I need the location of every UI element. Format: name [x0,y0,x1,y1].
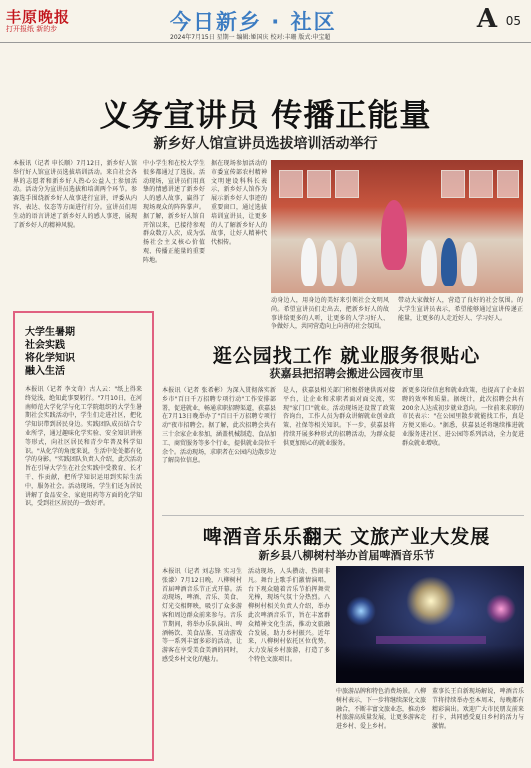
masthead [0,0,531,42]
article1-subhead: 新乡好人馆宣讲员选拔培训活动举行 [153,136,378,152]
article3-headline: 啤酒音乐乐翻天 文旅产业大发展 [202,526,491,548]
sidebar-title-line-3: 将化学知识 [25,353,75,364]
article2-subhead: 获嘉县把招聘会搬进公园夜市里 [269,367,424,380]
article1-column-2: 中小学生和在校大学生很多都通过了选拔。活动现场，宣讲员们用真挚的情感讲述了新乡好人的感人故事，赢得了现场观众的阵阵掌声。据了解，新乡好人馆自开馆以来，已接待参观群众数万人次，成为弘扬社会主义核心价值观、传播正能量的重要阵地。 [143,160,205,264]
article1-photo [271,160,523,293]
article3-column-1: 本报讯（记者 刘志锋 实习生 张濛）7月12日晚，八柳树村首届啤酒音乐节正式开幕。活动现场，啤酒、音乐、美食、灯光交相辉映，吸引了众多游客和周边群众前来参与。音乐节期间，将举办乐队演出、啤酒畅饮、美食品鉴、互动游戏等一系列丰富多彩的活动，让游客在享受美食美酒的同时，感受乡村文化的魅力。 [162,568,242,663]
sidebar-article [13,311,154,761]
newspaper-logo: 丰原晚报 [6,8,71,26]
sidebar-body: 本报讯（记者 李文奇）古人云："纸上得来终觉浅，绝知此事要躬行。"7月10日，在河南师范大学化学与化工学院组织的大学生暑期社会实践活动中，学生们走进社区，把化学知识带到居民身边。实践团队成员结合专业所学，通过趣味化学实验、安全知识讲座等形式，向社区居民和青少年普及科学知识。"从化学的角度来说，生活中处处都有化学的身影。"实践团队负责人介绍，此次活动旨在引导大学生在社会实践中受教育、长才干、作贡献，把所学知识运用到实际生活中，服务社会。活动现场，学生们还为居民讲解了食品安全、家庭用药等方面的化学知识，受到社区居民的一致好评。 [25,386,142,508]
issue-line: 2024年7月15日 星期一 编辑:姬国庆 校对:丰珊 版式:申宝超 [170,34,331,41]
article1-headline: 义务宣讲员 传播正能量 [99,98,432,134]
article1-column-4: 动身边人，用身边的美好来引领社会文明风尚。希望宣讲员们走出去，把新乡好人的故事讲给更多的人听，让更多的人学习好人、争做好人，共同营造向上向善的社会氛围。 [271,297,389,331]
article3-subhead: 新乡县八柳树村举办首届啤酒音乐节 [258,549,435,562]
article3-photo [336,566,524,683]
article1-column-3: 据在现场参加活动的市委宣传部农村精神文明建设科科长表示，新乡好人馆作为展示新乡好人事迹的重要窗口，通过选拔培训宣讲员，让更多的人了解新乡好人的故事，让好人精神代代相传。 [211,160,267,247]
sidebar-title [25,326,75,378]
section-title: 今日新乡 · 社区 [170,10,337,34]
article3-column-3: 中旅游品牌和特色消费场景。八柳树村表示，下一步将继续深化文旅融合，不断丰富文旅业态，推动乡村旅游高质量发展，让更多游客走进乡村、爱上乡村。 [336,688,427,731]
article3-column-2: 活动现场，人头攒动、热闹非凡。舞台上歌手们激情演唱，台下观众随着音乐节拍挥舞荧光棒，现场气氛十分热烈。八柳树村相关负责人介绍，举办此次啤酒音乐节，旨在丰富群众精神文化生活，推动文旅融合发展，助力乡村振兴。近年来，八柳树村依托区位优势，大力发展乡村旅游，打造了多个特色文旅项目。 [248,568,330,663]
logo-tagline: 打开报纸 新的步 [6,25,58,33]
article1-column-1: 本报讯（记者 申长顺）7月12日，新乡好人馆举行好人馆宣讲员选拔培训活动。来自社会各界的志愿者和新乡好人热心公益人士参加活动。活动分为宣讲员选拔和培训两个环节。参赛选手围绕新乡好人故事进行宣讲，评委从内容、表达、仪态等方面进行打分。宣讲员们用生动的语言讲述了新乡好人的感人事迹，展现了新乡好人的精神风貌。 [13,160,137,229]
sidebar-title-line-4: 融入生活 [25,366,65,377]
article2-column-3: 新更多岗位信息和就业政策，也提高了企业招聘的效率和质量。据统计，此次招聘会共有200余人达成初步就业意向。一位前来求职的市民表示："在公园里散步就能找工作，真是方便又贴心。"据悉，获嘉县还将继续推进就业服务进社区、进公园等系列活动，全力促进群众就业增收。 [402,387,524,447]
article2-column-2: 是人，获嘉县相关部门积极搭建供需对接平台，让企业和求职者面对面交流，实现"家门口"就业。活动现场还设置了政策咨询台，工作人员为群众讲解就业创业政策、社保等相关知识。下一步，获嘉县将持续开展多种形式的招聘活动，为群众提供更加贴心的就业服务。 [283,387,395,447]
page-number: 05 [505,14,521,28]
article3-column-4: 董事长王自新现场解说，啤酒音乐节将持续举办至本周末，每晚都有精彩演出。欢迎广大市民朋友前来打卡，共同感受夏日乡村的活力与激情。 [432,688,524,731]
sidebar-title-line-2: 社会实践 [25,340,65,351]
article1-column-5: 带动大家做好人，营造了良好的社会氛围。的大学生宣讲员表示，希望能够通过宣讲传递正能量，让更多的人走近好人、学习好人。 [398,297,523,322]
section-divider [162,515,524,516]
header-divider [0,42,531,43]
article2-column-1: 本报讯（记者 张希彬）为深入贯彻落实新乡市"百日千万招聘专项行动"工作安排部署，促进就业，畅通求职招聘渠道，获嘉县在7月13日晚举办了"百日千万招聘专项行动"夜市招聘会。据了解，此次招聘会共有三十余家企业参加，涵盖机械制造、食品加工、商贸服务等多个行业，提供就业岗位千余个。活动现场，求职者在公园内边散步边了解岗位信息。 [162,387,277,465]
article2-headline: 逛公园找工作 就业服务很贴心 [212,345,481,367]
sidebar-title-line-1: 大学生暑期 [25,327,75,338]
page-letter: A [476,4,497,34]
